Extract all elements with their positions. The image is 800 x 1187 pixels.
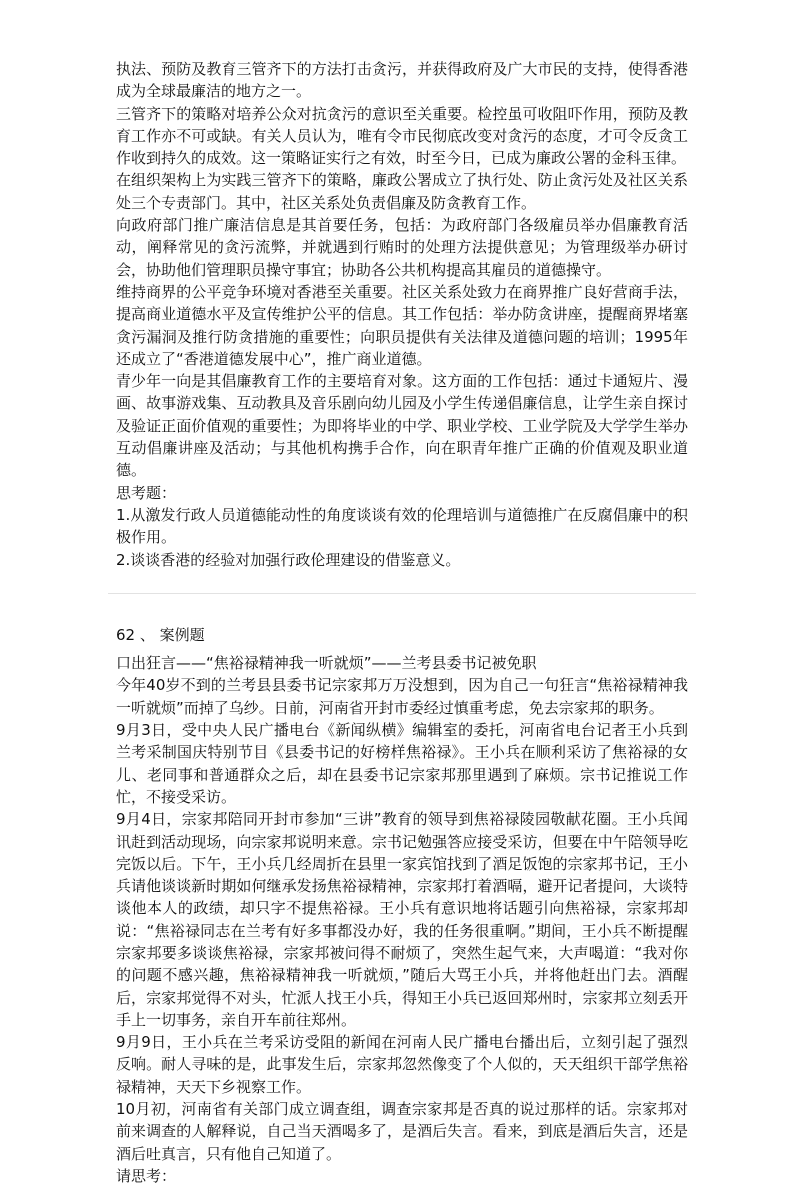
paragraph: 执法、预防及教育三管齐下的方法打击贪污，并获得政府及广大市民的支持，使得香港成为全球最廉洁的地方之一。 [116, 60, 688, 101]
paragraph: 三管齐下的策略对培养公众对抗贪污的意识至关重要。检控虽可收阻吓作用，预防及教育工作亦不可或缺。有关人员认为，唯有令市民彻底改变对贪污的态度，才可令反贪工作收到持久的成效。这一策略证实行之有效，时至今日，已成为廉政公署的金科玉律。 [116, 104, 688, 168]
case-title: 口出狂言——“焦裕禄精神我一听就烦”——兰考县委书记被免职 [116, 654, 537, 673]
paragraph: 青少年一向是其倡廉教育工作的主要培育对象。这方面的工作包括：通过卡通短片、漫画、故事游戏集、互动教具及音乐剧向幼儿园及小学生传递倡廉信息，让学生亲自探讨及验证正面价值观的重要性；为即将毕业的中学、职业学校、工业学院及大学学生举办互动倡廉讲座及活动；与其他机构携手合作，向在职青年推广正确的价值观及职业道德。 [116, 372, 688, 480]
paragraph: 9月9日，王小兵在兰考采访受阻的新闻在河南人民广播电台播出后，立刻引起了强烈反响。耐人寻味的是，此事发生后，宗家邦忽然像变了个人似的，天天组织干部学焦裕禄精神，天天下乡视察工作。 [116, 1033, 688, 1096]
paragraph: 10月初，河南省有关部门成立调查组，调查宗家邦是否真的说过那样的话。宗家邦对前来调查的人解释说，自己当天酒喝多了，是酒后失言。看来，到底是酒后失言，还是酒后吐真言，只有他自己知道了。 [116, 1100, 688, 1163]
paragraph: 9月3日，受中央人民广播电台《新闻纵横》编辑室的委托，河南省电台记者王小兵到兰考采制国庆特别节目《县委书记的好榜样焦裕禄》。王小兵在顺利采访了焦裕禄的女儿、老同事和普通群众之后，却在县委书记宗家邦那里遇到了麻烦。宗书记推说工作忙，不接受采访。 [116, 721, 688, 806]
paragraph: 今年40岁不到的兰考县县委书记宗家邦万万没想到，因为自己一句狂言“焦裕禄精神我一听就烦”而掉了乌纱。日前，河南省开封市委经过慎重考虑，免去宗家邦的职务。 [116, 676, 688, 717]
paragraph: 向政府部门推广廉洁信息是其首要任务，包括：为政府部门各级雇员举办倡廉教育活动，阐释常见的贪污流弊，并就遇到行贿时的处理方法提供意见；为管理级举办研讨会，协助他们管理职员操守事宜；协助各公共机构提高其雇员的道德操守。 [116, 216, 688, 279]
question-heading: 思考题： [116, 483, 177, 502]
paragraph: 维持商界的公平竞争环境对香港至关重要。社区关系处致力在商界推广良好营商手法，提高商业道德水平及宣传维护公平的信息。其工作包括：举办防贪讲座，提醒商界堵塞贪污漏洞及推行防贪措施的重要性；向职员提供有关法律及道德问题的培训；1995年还成立了“香港道德发展中心”，推广商业道德。 [116, 282, 688, 368]
paragraph: 9月4日，宗家邦陪同开封市参加“三讲”教育的领导到焦裕禄陵园敬献花圈。王小兵闻讯赶到活动现场，向宗家邦说明来意。宗书记勉强答应接受采访，但要在中午陪领导吃完饭以后。下午，王小兵几经周折在县里一家宾馆找到了酒足饭饱的宗家邦书记，王小兵请他谈谈新时期如何继承发扬焦裕禄精神，宗家邦打着酒嗝，避开记者提问，大谈特谈他本人的政绩，却只字不提焦裕禄。王小兵有意识地将话题引向焦裕禄，宗家邦却说：“焦裕禄同志在兰考有好多事都没办好，我的任务很重啊。”期间，王小兵不断提醒宗家邦要多谈谈焦裕禄，宗家邦被问得不耐烦了，突然生起气来，大声喝道：“我对你的问题不感兴趣，焦裕禄精神我一听就烦，”随后大骂王小兵，并将他赶出门去。酒醒后，宗家邦觉得不对头，忙派人找王小兵，得知王小兵已返回郑州时，宗家邦立刻丢开手上一切事务，亲自开车前往郑州。 [116, 810, 688, 1029]
paragraph: 在组织架构上为实践三管齐下的策略，廉政公署成立了执行处、防止贪污处及社区关系处三个专责部门。其中，社区关系处负责倡廉及防贪教育工作。 [116, 171, 688, 212]
question-heading: 请思考： [116, 1166, 177, 1185]
section-number: 62 、 案例题 [116, 625, 205, 644]
question-item: 1.从激发行政人员道德能动性的角度谈谈有效的伦理培训与道德推广在反腐倡廉中的积极作用。 [116, 505, 688, 547]
question-item: 2.谈谈香港的经验对加强行政伦理建设的借鉴意义。 [116, 550, 461, 569]
section-divider [108, 593, 696, 594]
